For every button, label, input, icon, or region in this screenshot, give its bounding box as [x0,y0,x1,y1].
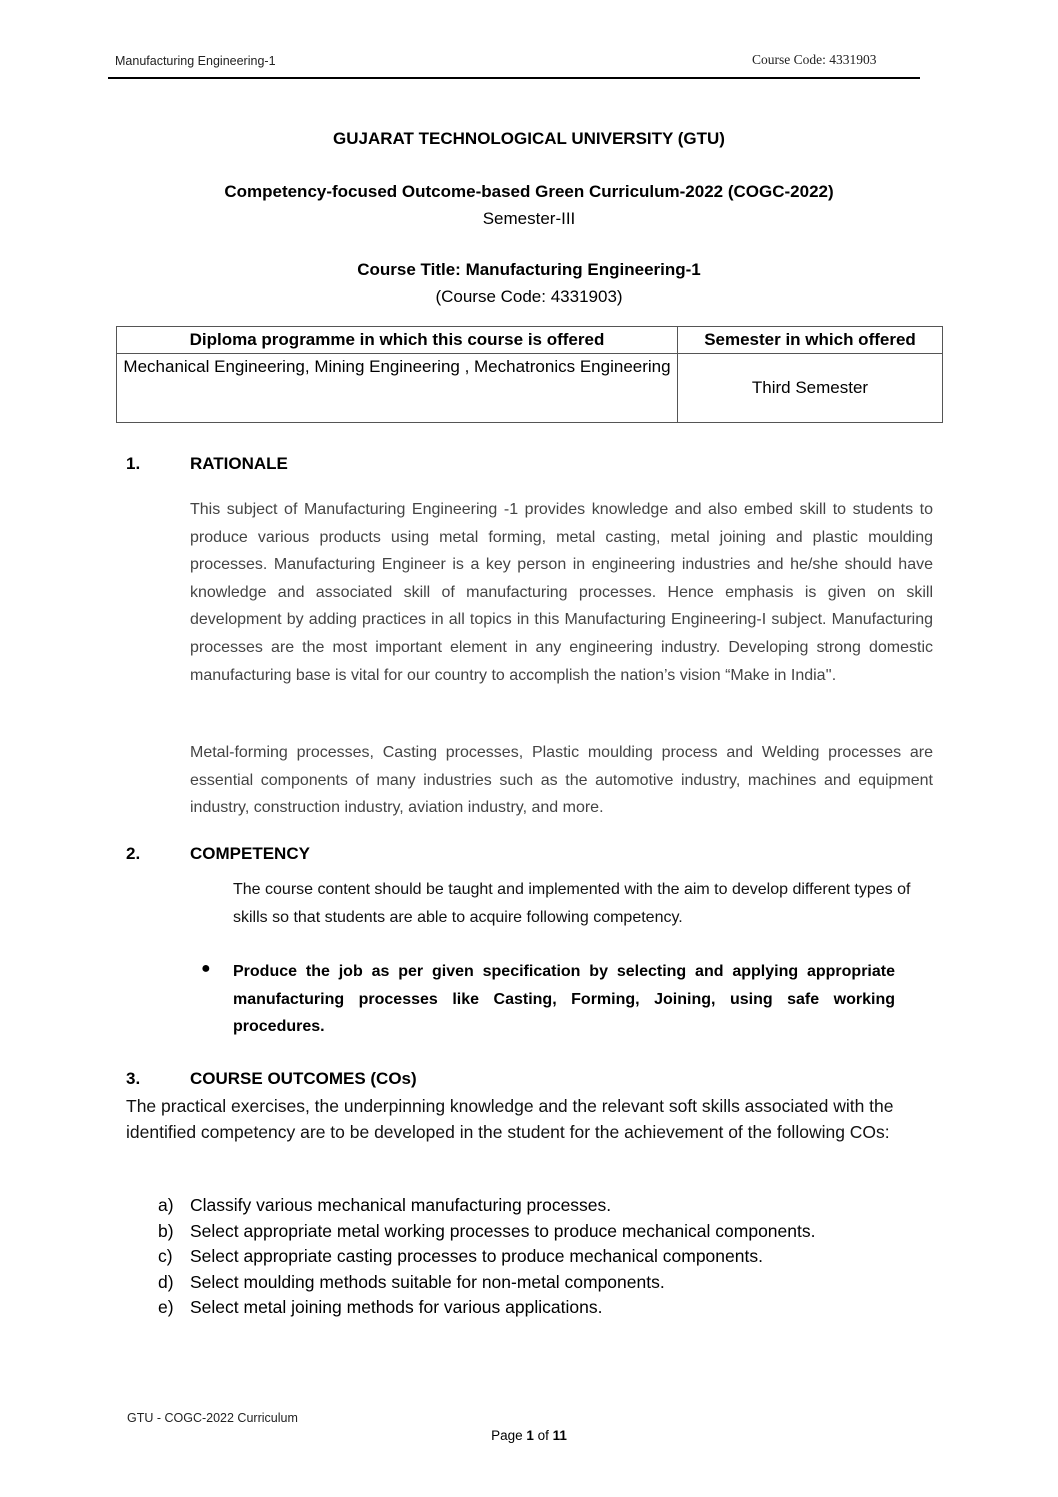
university-title: GUJARAT TECHNOLOGICAL UNIVERSITY (GTU) [333,129,725,148]
table-header-programme: Diploma programme in which this course is offered [117,327,678,354]
course-outcomes-intro: The practical exercises, the underpinning knowledge and the relevant soft skills associated with the identified competency are to be developed in the student for the achievement of the following COs: [126,1096,894,1142]
section-number: 2. [126,844,141,863]
list-marker: c) [158,1246,173,1266]
section-number: 1. [126,454,141,473]
page-of: of [533,1428,553,1443]
rationale-paragraph: This subject of Manufacturing Engineering -1 provides knowledge and also embed skill to students to produce various products using metal forming, metal casting, metal joining and plastic moulding processes. Manufacturing Engineer is a key person in engineering industries and he/she should have knowledge and associated skill of manufacturing processes. Hence emphasis is given on skill development by adding practices in all topics in this Manufacturing Engineering-I subject. Manufacturing processes are the most important element in any engineering industry. Developing strong domestic manufacturing base is vital for our country to accomplish the nation’s vision “Make in India''. [190,501,933,684]
outcome-text: Classify various mechanical manufacturing processes. [190,1195,612,1215]
list-marker: a) [158,1195,174,1215]
semester-label: Semester-III [482,209,576,228]
programme-table [116,326,943,423]
list-marker: e) [158,1297,174,1317]
footer-label: GTU - COGC-2022 Curriculum [127,1411,298,1425]
section-title-rationale: RATIONALE [190,454,288,473]
section-title-competency: COMPETENCY [190,844,310,863]
rationale-paragraph: Metal-forming processes, Casting processes, Plastic moulding process and Welding processes are essential components of many industries such as the automotive industry, machines and equipment industry, construction industry, aviation industry, and more. [190,744,933,817]
list-marker: d) [158,1271,174,1292]
list-item [158,1193,815,1219]
outcome-text: Select metal joining methods for various applications. [190,1297,603,1317]
list-marker: b) [158,1220,174,1241]
running-header-course-code: Course Code: 4331903 [752,52,877,67]
table-header-row [117,327,943,354]
competency-statement: Produce the job as per given specification by selecting and applying appropriate manufacturing processes like Casting, Forming, Joining, using safe working procedures. [233,963,895,1036]
list-item [158,1219,815,1245]
outcome-text: Select moulding methods suitable for non-metal components. [190,1271,665,1292]
list-item [158,1244,815,1270]
outcome-text: Select appropriate casting processes to produce mechanical components. [190,1246,763,1266]
list-item [158,1295,815,1321]
page-current: 1 [526,1428,534,1443]
table-cell-programmes: Mechanical Engineering, Mining Engineering , Mechatronics Engineering [117,354,678,423]
section-number: 3. [126,1069,141,1088]
table-cell-semester: Third Semester [678,354,943,423]
competency-paragraph: The course content should be taught and implemented with the aim to develop different types of skills so that students are able to acquire following competency. [233,881,911,926]
page-prefix: Page [491,1428,527,1443]
course-code: (Course Code: 4331903) [435,287,623,306]
curriculum-title: Competency-focused Outcome-based Green Curriculum-2022 (COGC-2022) [224,182,834,201]
running-header-title: Manufacturing Engineering-1 [115,54,276,68]
page-number [0,1428,1058,1443]
page-total: 11 [552,1428,567,1443]
table-header-semester: Semester in which offered [678,327,943,354]
list-item [158,1270,815,1296]
header-divider [108,77,920,79]
outcome-text: Select appropriate metal working processes to produce mechanical components. [190,1220,816,1241]
bullet-icon: ● [201,960,211,977]
course-title: Course Title: Manufacturing Engineering-1 [357,260,701,279]
section-title-course-outcomes: COURSE OUTCOMES (COs) [190,1069,417,1088]
table-row [117,354,943,423]
course-outcomes-list [158,1193,815,1321]
